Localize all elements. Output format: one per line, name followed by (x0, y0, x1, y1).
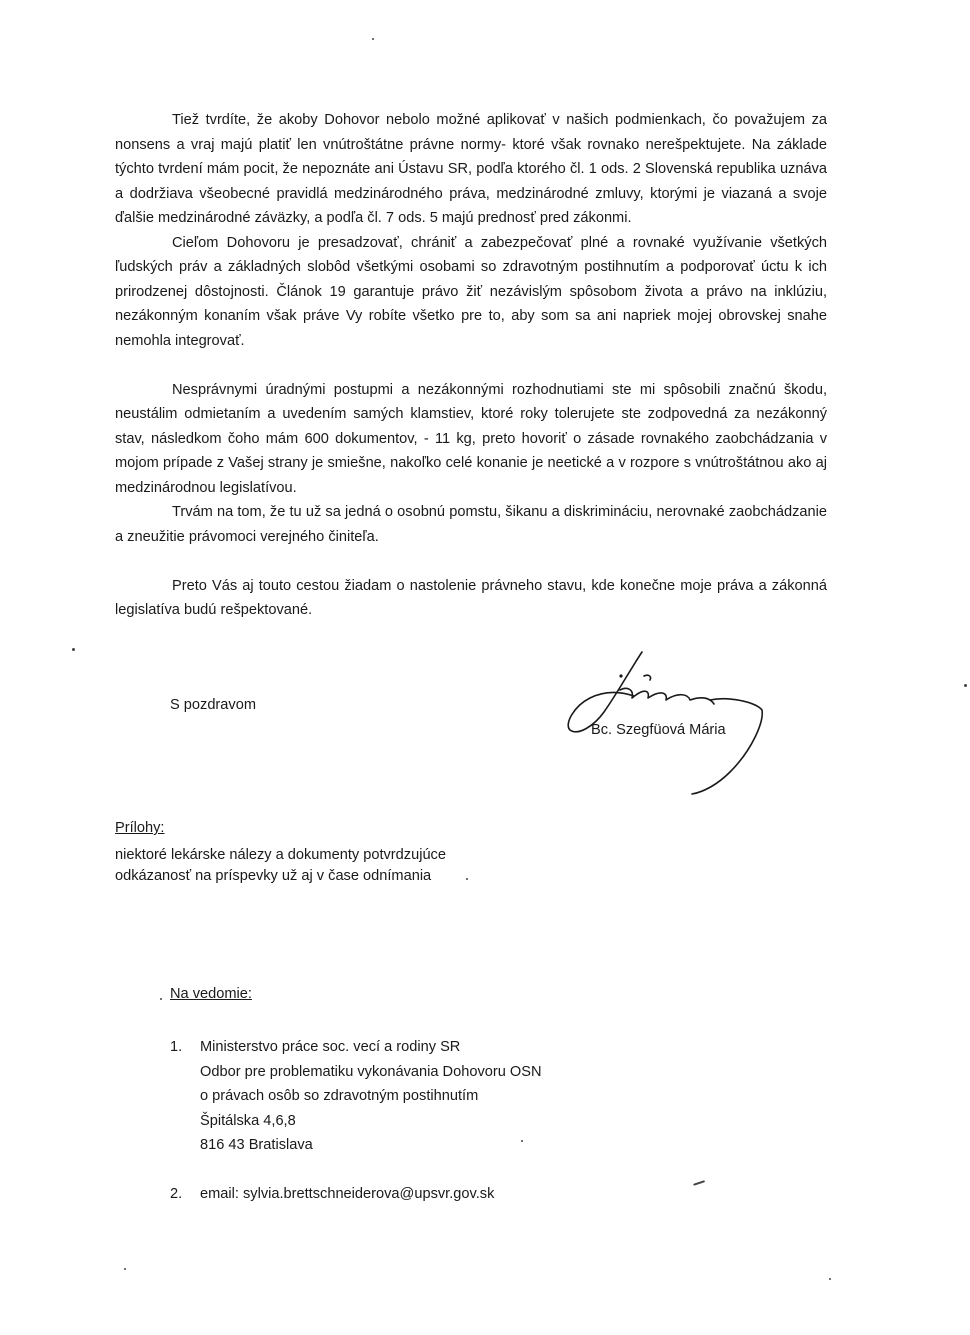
cc-address-line: Odbor pre problematiku vykonávania Dohovoru OSN (200, 1063, 542, 1080)
cc-address-line: o právach osôb so zdravotným postihnutím (200, 1088, 479, 1104)
scan-speck (160, 998, 162, 1000)
scan-speck (372, 38, 374, 40)
cc-item-number: 1. (170, 1039, 183, 1055)
paragraph-1: Tiež tvrdíte, že akoby Dohovor nebolo možné aplikovať v našich podmienkach, čo považujem za nonsens a vraj majú platiť len vnútroštátne právne normy- ktoré však rovnako nerešpektujete. Na základe týchto tvrdení mám pocit, že nepoznáte ani Ústavu SR, podľa ktorého čl. 1 ods. 2 Slovenská republika uznáva a dodržiava všeobecné pravidlá medzinárodného práva, medzinárodné zmluvy, ktorými je viazaná a svoje ďalšie medzinárodné záväzky, a podľa čl. 7 ods. 5 majú prednosť pred zákonmi. (115, 112, 827, 226)
scan-speck (72, 648, 75, 651)
paragraph-2: Cieľom Dohovoru je presadzovať, chrániť a zabezpečovať plné a rovnaké využívanie všetkých ľudských práv a základných slobôd všetkými osobami so zdravotným postihnutím a podporovať úctu k ich prirodzenej dôstojnosti. Článok 19 garantuje právo žiť nezávislým spôsobom života a právo na inklúziu, nezákonným konaním však práve Vy robíte všetko pre to, aby som sa ani napriek mojej obrovskej snahe nemohla integrovať. (115, 234, 827, 349)
attachment-line: odkázanosť na príspevky už aj v čase odnímania (115, 868, 432, 884)
paragraph-4: Trvám na tom, že tu už sa jedná o osobnú pomstu, šikanu a diskrimináciu, nerovnaké zaobchádzanie a zneužitie právomoci verejného činiteľa. (115, 504, 827, 545)
paragraph-3: Nesprávnymi úradnými postupmi a nezákonnými rozhodnutiami ste mi spôsobili značnú škodu, neustálim odmietaním a uvedením samých klamstiev, ktoré roky tolerujete ste zodpovedná za nezákonný stav, následkom čoho mám 600 dokumentov, - 11 kg, preto hovoriť o zásade rovnakého zaobchádzania v mojom prípade z Vašej strany je smiešne, nakoľko celé konanie je neetické a v rozpore s vnútroštátnou ako aj medzinárodnou legislatívou. (115, 381, 827, 496)
paragraph-5: Preto Vás aj touto cestou žiadam o nastolenie právneho stavu, kde konečne moje práva a zákonná legislatíva budú rešpektované. (115, 577, 827, 618)
cc-list (170, 1035, 542, 1207)
cc-item (170, 1182, 542, 1207)
cc-email-line: email: sylvia.brettschneiderova@upsvr.gov.sk (200, 1186, 495, 1202)
closing-salutation: S pozdravom (170, 697, 256, 713)
handwritten-signature (560, 640, 770, 800)
scan-speck (693, 1180, 705, 1185)
letter-body (115, 108, 827, 623)
scan-speck (124, 1268, 126, 1270)
cc-address-line: 816 43 Bratislava (200, 1137, 313, 1153)
scan-speck (829, 1278, 831, 1280)
attachment-line: niektoré lekárske nálezy a dokumenty potvrdzujúce (115, 847, 446, 863)
scan-speck (466, 878, 468, 880)
cc-address-line: Ministerstvo práce soc. vecí a rodiny SR (200, 1039, 461, 1055)
cc-address-line: Špitálska 4,6,8 (200, 1112, 296, 1129)
scan-speck (521, 1140, 523, 1142)
attachments-title: Prílohy: (115, 820, 165, 836)
cc-title: Na vedomie: (170, 986, 252, 1002)
attachments-list (115, 845, 446, 887)
signatory-name: Bc. Szegfüová Mária (591, 722, 726, 738)
cc-item-number: 2. (170, 1186, 183, 1202)
cc-item (170, 1035, 542, 1158)
scan-speck (964, 684, 967, 687)
